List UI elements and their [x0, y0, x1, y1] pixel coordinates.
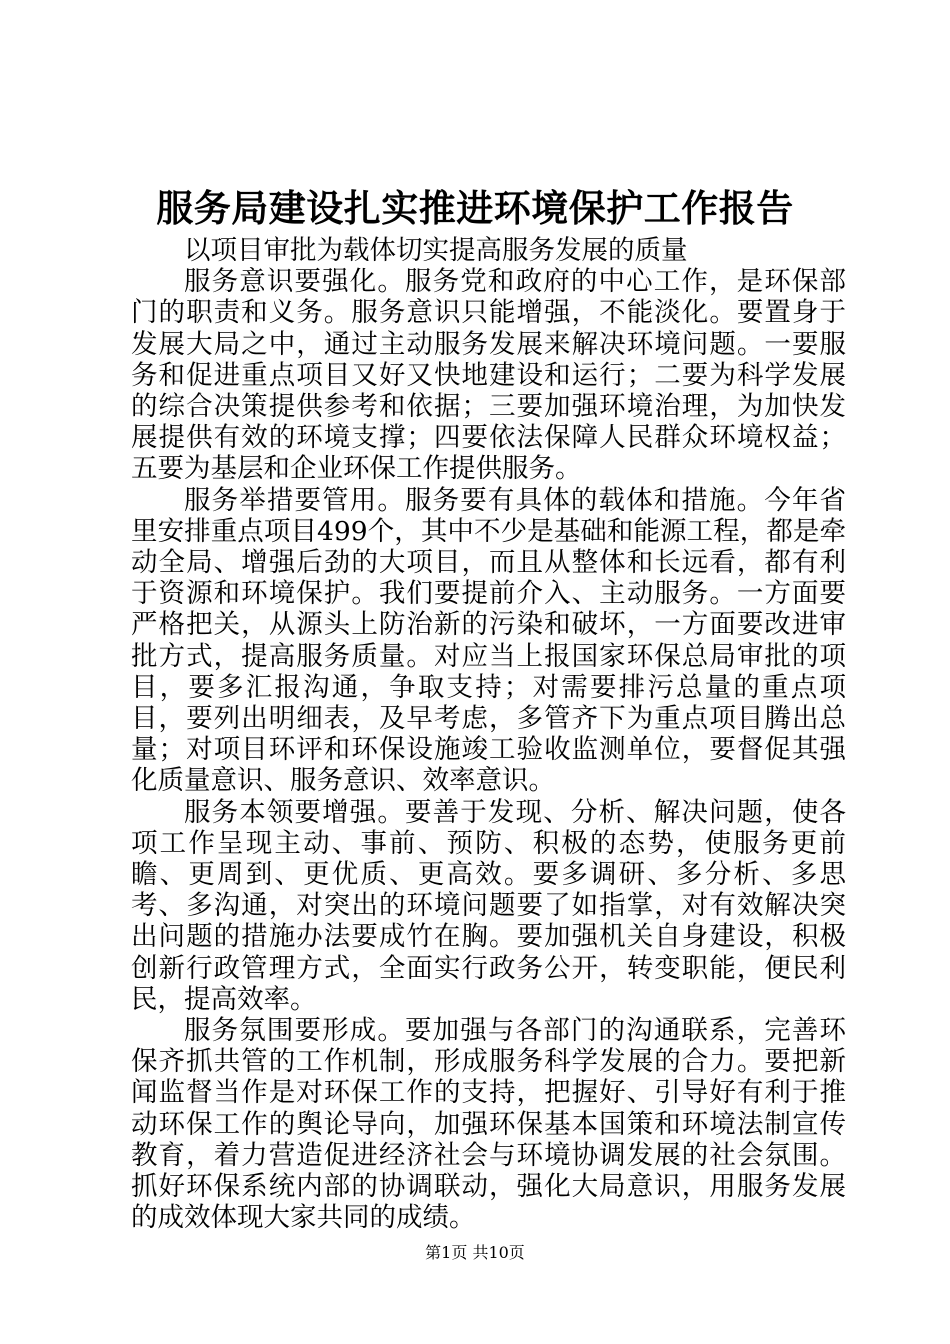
paragraph-service-atmosphere: 服务氛围要形成。要加强与各部门的沟通联系，完善环保齐抓共管的工作机制，形成服务科学发展的合力。要把新闻监督当作是对环保工作的支持，把握好、引导好有利于推动环保工作的舆论导向，加强环保基本国策和环境法制宣传教育，着力营造促进经济社会与环境协调发展的社会氛围。抓好环保系统内部的协调联动，强化大局意识，用服务发展的成效体现大家共同的成绩。 [131, 1015, 846, 1234]
paragraph-service-awareness: 服务意识要强化。服务党和政府的中心工作，是环保部门的职责和义务。服务意识只能增强，不能淡化。要置身于发展大局之中，通过主动服务发展来解决环境问题。一要服务和促进重点项目又好又快地建设和运行；二要为科学发展的综合决策提供参考和依据；三要加强环境治理，为加快发展提供有效的环境支撑；四要依法保障人民群众环境权益；五要为基层和企业环保工作提供服务。 [131, 266, 846, 485]
section-heading: 以项目审批为载体切实提高服务发展的质量 [184, 235, 688, 266]
paragraph-service-measures: 服务举措要管用。服务要有具体的载体和措施。今年省里安排重点项目499个，其中不少是基础和能源工程，都是牵动全局、增强后劲的大项目，而且从整体和长远看，都有利于资源和环境保护。我们要提前介入、主动服务。一方面要严格把关，从源头上防治新的污染和破坏，一方面要改进审批方式，提高服务质量。对应当上报国家环保总局审批的项目，要多汇报沟通，争取支持；对需要排污总量的重点项目，要列出明细表，及早考虑，多管齐下为重点项目腾出总量；对项目环评和环保设施竣工验收监测单位，要督促其强化质量意识、服务意识、效率意识。 [131, 484, 846, 797]
document-body [131, 235, 846, 1234]
page-number-footer: 第1页 共10页 [425, 1243, 525, 1262]
document-title: 服务局建设扎实推进环境保护工作报告 [156, 186, 794, 230]
paragraph-service-ability: 服务本领要增强。要善于发现、分析、解决问题，使各项工作呈现主动、事前、预防、积极的态势，使服务更前瞻、更周到、更优质、更高效。要多调研、多分析、多思考、多沟通，对突出的环境问题要了如指掌，对有效解决突出问题的措施办法要成竹在胸。要加强机关自身建设，积极创新行政管理方式，全面实行政务公开，转变职能，便民利民，提高效率。 [131, 796, 846, 1015]
